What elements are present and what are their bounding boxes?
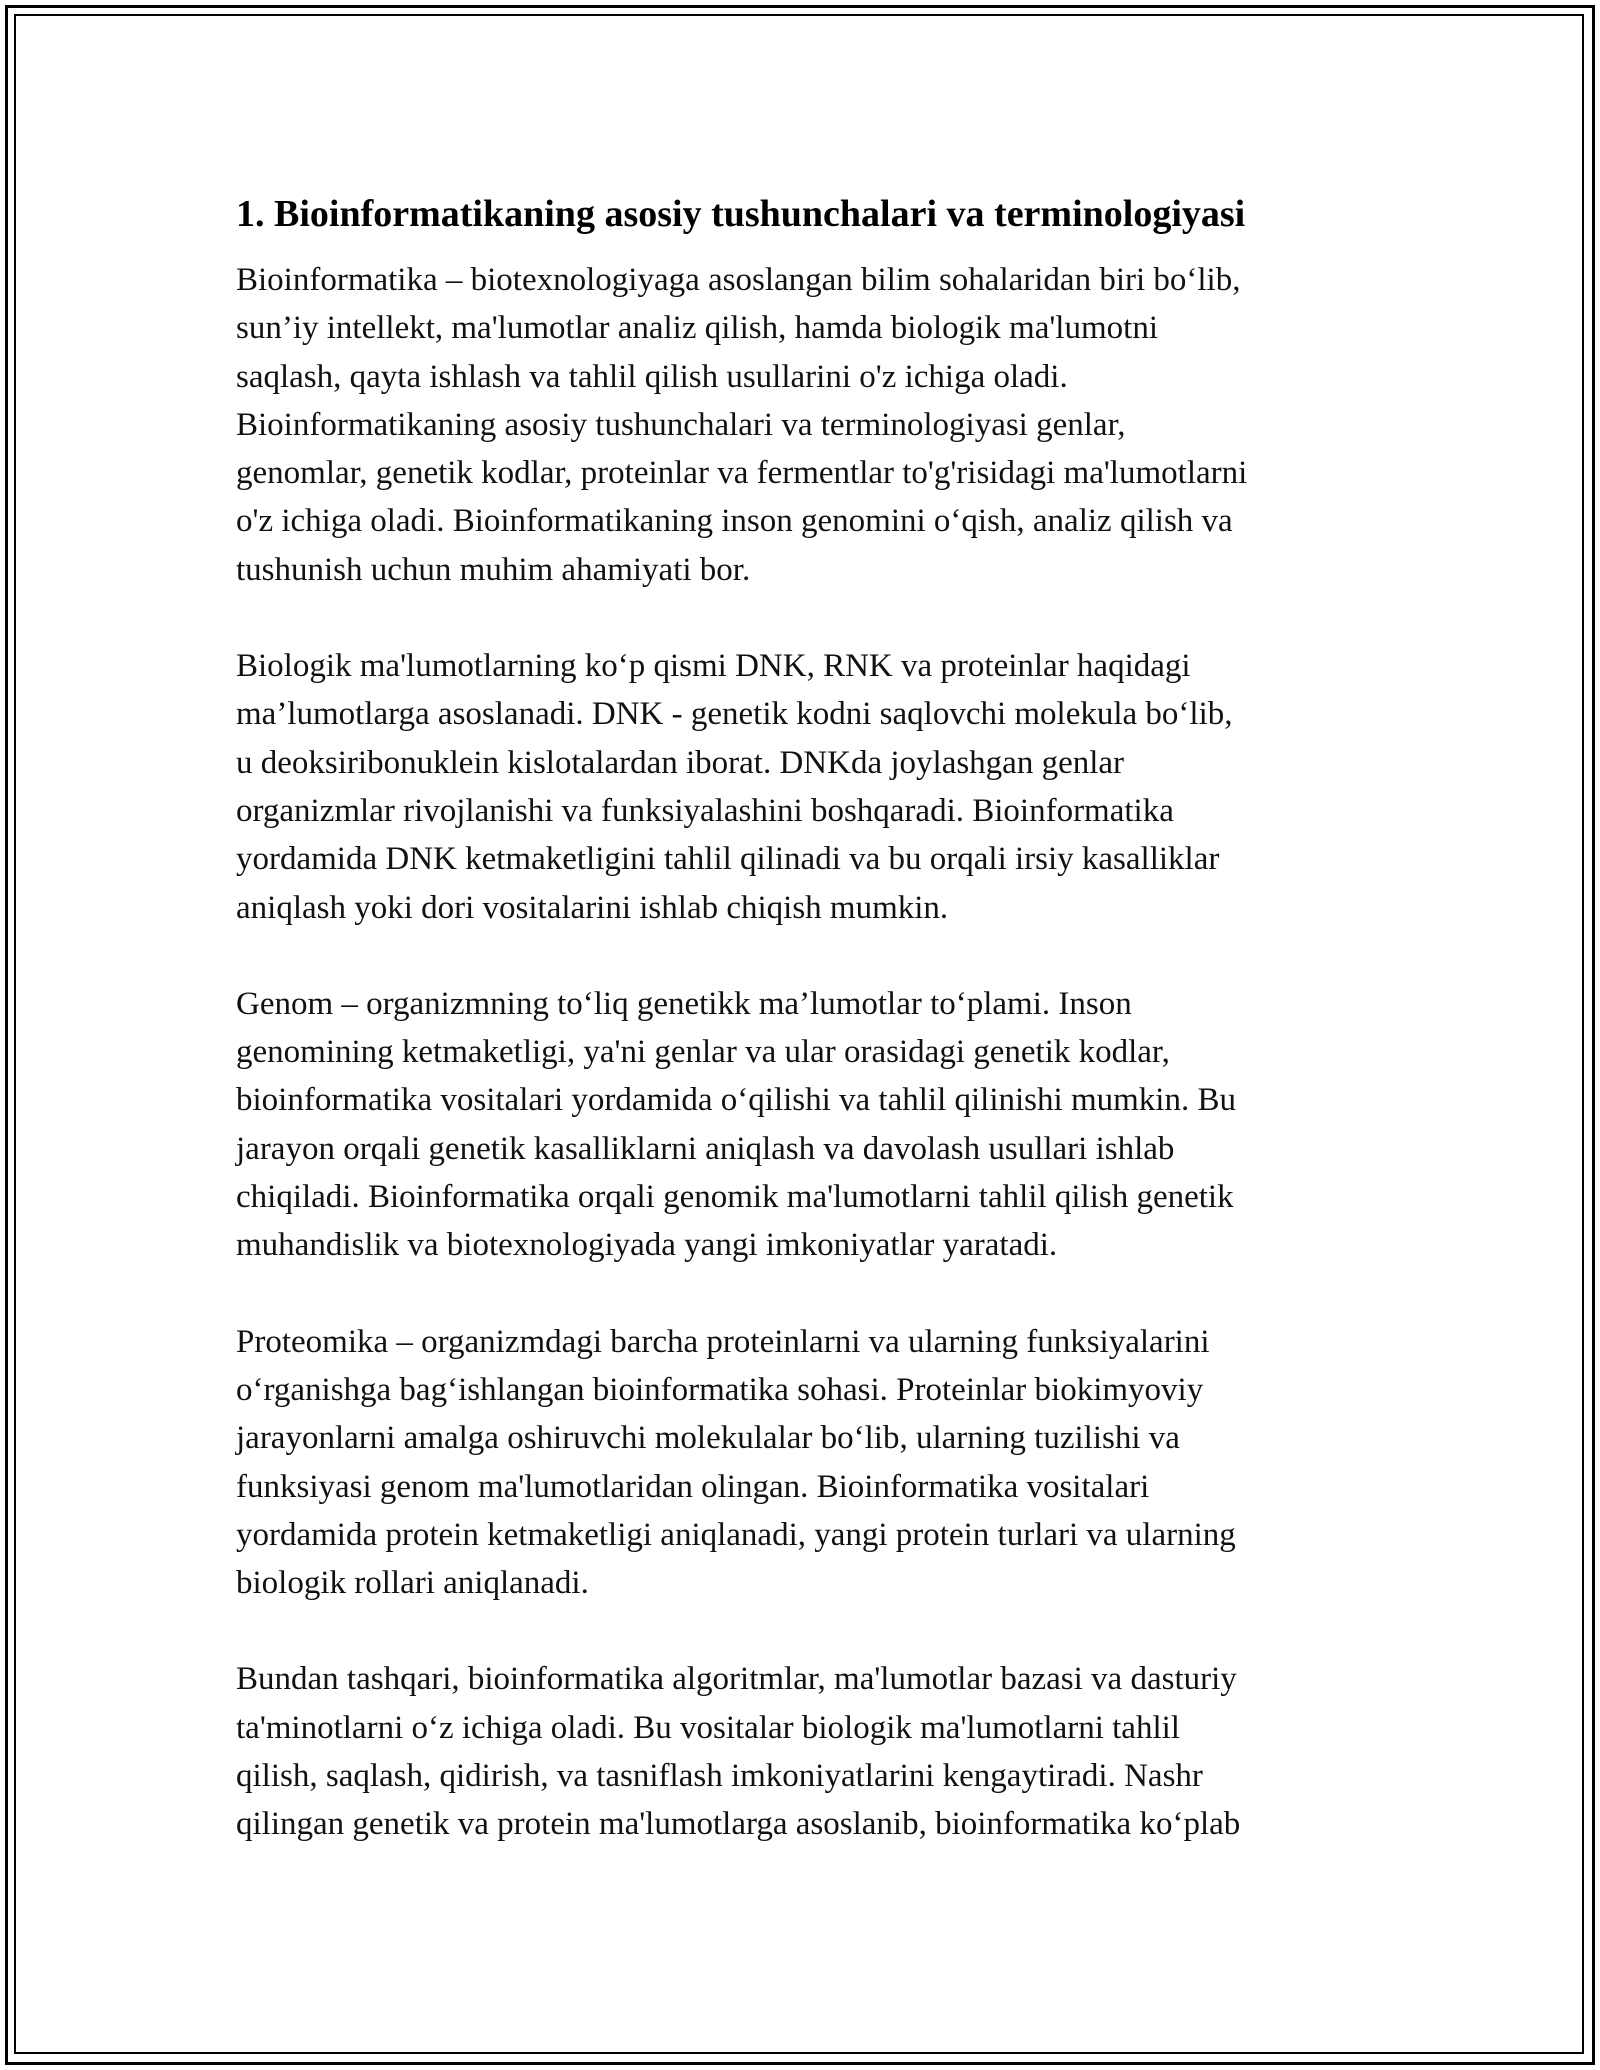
text-line: qilish, saqlash, qidirish, va tasniflash imkoniyatlarini kengaytiradi. Nashr (236, 1758, 1203, 1795)
text-line: biologik rollari aniqlanadi. (236, 1565, 589, 1602)
text-line: Bioinformatikaning asosiy tushunchalari va terminologiyasi genlar, (236, 406, 1126, 443)
text-line: ma’lumotlarga asoslanadi. DNK - genetik kodni saqlovchi molekula bo‘lib, (236, 696, 1233, 733)
text-line: Proteomika – organizmdagi barcha proteinlarni va ularning funksiyalarini (236, 1323, 1210, 1360)
paragraph-genom (236, 980, 1376, 1270)
text-line: yordamida DNK ketmaketligini tahlil qilinadi va bu orqali irsiy kasalliklar (236, 841, 1220, 878)
text-line: tushunish uchun muhim ahamiyati bor. (236, 551, 751, 588)
text-line: genomining ketmaketligi, ya'ni genlar va ular orasidagi genetik kodlar, (236, 1034, 1170, 1071)
text-line: ta'minotlarni o‘z ichiga oladi. Bu vositalar biologik ma'lumotlarni tahlil (236, 1709, 1180, 1746)
text-line: aniqlash yoki dori vositalarini ishlab chiqish mumkin. (236, 889, 949, 926)
text-line: bioinformatika vositalari yordamida o‘qilishi va tahlil qilinishi mumkin. Bu (236, 1082, 1236, 1119)
text-line: Biologik ma'lumotlarning ko‘p qismi DNK, RNK va proteinlar haqidagi (236, 648, 1191, 685)
text-line: chiqiladi. Bioinformatika orqali genomik ma'lumotlarni tahlil qilish genetik (236, 1179, 1234, 1216)
text-line: Bioinformatika – biotexnologiyaga asoslangan bilim sohalaridan biri bo‘lib, (236, 262, 1241, 298)
paragraph-bioinformatika (236, 256, 1376, 594)
paragraph-algoritmlar (236, 1655, 1376, 1848)
text-line: genomlar, genetik kodlar, proteinlar va fermentlar to'g'risidagi ma'lumotlarni (236, 455, 1248, 492)
text-line: o'z ichiga oladi. Bioinformatikaning inson genomini o‘qish, analiz qilish va (236, 503, 1233, 540)
paragraph-proteomika (236, 1318, 1376, 1608)
text-line: muhandislik va biotexnologiyada yangi imkoniyatlar yaratadi. (236, 1227, 1058, 1264)
text-line: jarayon orqali genetik kasalliklarni aniqlash va davolash usullari ishlab (236, 1130, 1175, 1167)
text-line: o‘rganishga bag‘ishlangan bioinformatika sohasi. Proteinlar biokimyoviy (236, 1371, 1204, 1408)
text-line: sun’iy intellekt, ma'lumotlar analiz qilish, hamda biologik ma'lumotni (236, 310, 1158, 347)
text-line: Bundan tashqari, bioinformatika algoritmlar, ma'lumotlar bazasi va dasturiy (236, 1661, 1237, 1698)
text-line: yordamida protein ketmaketligi aniqlanadi, yangi protein turlari va ularning (236, 1516, 1236, 1553)
text-line: u deoksiribonuklein kislotalardan iborat. DNKda joylashgan genlar (236, 744, 1125, 781)
document-body (236, 186, 1376, 1897)
text-line: jarayonlarni amalga oshiruvchi molekulalar bo‘lib, ularning tuzilishi va (236, 1420, 1180, 1457)
text-line: saqlash, qayta ishlash va tahlil qilish usullarini o'z ichiga oladi. (236, 358, 1068, 395)
text-line: qilingan genetik va protein ma'lumotlarga asoslanib, bioinformatika ko‘plab (236, 1806, 1241, 1843)
text-line: funksiyasi genom ma'lumotlaridan olingan. Bioinformatika vositalari (236, 1468, 1150, 1505)
section-heading: 1. Bioinformatikaning asosiy tushunchalari va terminologiyasi (236, 193, 1246, 235)
text-line: organizmlar rivojlanishi va funksiyalashini boshqaradi. Bioinformatika (236, 792, 1174, 829)
text-line: Genom – organizmning to‘liq genetikk ma’lumotlar to‘plami. Inson (236, 985, 1132, 1022)
paragraph-dnk (236, 642, 1376, 932)
